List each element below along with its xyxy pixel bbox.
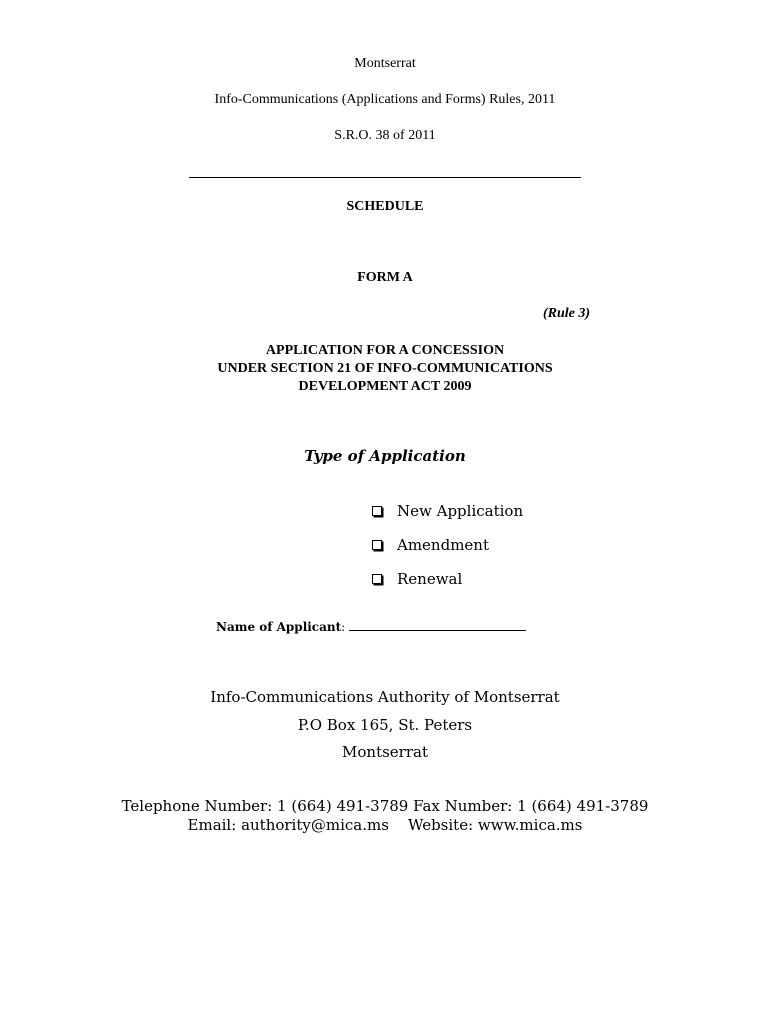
option-new-application[interactable] <box>372 502 523 520</box>
authority-address: P.O Box 165, St. Peters <box>297 716 473 734</box>
header-divider <box>189 177 581 178</box>
form-title-line: APPLICATION FOR A CONCESSION <box>265 343 505 358</box>
form-name: FORM A <box>357 270 413 285</box>
checkbox[interactable] <box>372 540 382 550</box>
email-website-line <box>0 816 770 834</box>
authority-country: Montserrat <box>342 743 428 761</box>
applicant-name-row <box>216 619 526 634</box>
form-title-line: DEVELOPMENT ACT 2009 <box>298 379 472 394</box>
option-amendment[interactable] <box>372 536 489 554</box>
option-label: Renewal <box>397 570 463 588</box>
email-label: Email: <box>187 816 237 834</box>
jurisdiction-header: Montserrat <box>354 56 416 71</box>
sro-number: S.R.O. 38 of 2011 <box>334 128 436 143</box>
applicant-name-label: Name of Applicant <box>216 620 342 634</box>
applicant-name-field[interactable] <box>349 619 526 631</box>
form-title <box>0 342 770 396</box>
email-link[interactable]: authority@mica.ms <box>241 816 389 834</box>
checkbox[interactable] <box>372 506 382 516</box>
form-title-line: UNDER SECTION 21 OF INFO-COMMUNICATIONS <box>217 361 553 376</box>
phone-fax-line: Telephone Number: 1 (664) 491-3789 Fax Number: 1 (664) 491-3789 <box>121 797 649 815</box>
website-link[interactable]: www.mica.ms <box>477 816 583 834</box>
website-label: Website: <box>408 816 474 834</box>
application-type-heading: Type of Application <box>304 447 466 465</box>
schedule-heading: SCHEDULE <box>346 199 424 214</box>
option-label: New Application <box>397 502 524 520</box>
option-label: Amendment <box>397 536 489 554</box>
rule-reference: (Rule 3) <box>542 306 590 321</box>
rules-title: Info-Communications (Applications and Forms) Rules, 2011 <box>214 92 556 107</box>
applicant-name-separator: : <box>341 620 346 634</box>
authority-name: Info-Communications Authority of Montserrat <box>210 688 560 706</box>
option-renewal[interactable] <box>372 570 462 588</box>
checkbox[interactable] <box>372 574 382 584</box>
